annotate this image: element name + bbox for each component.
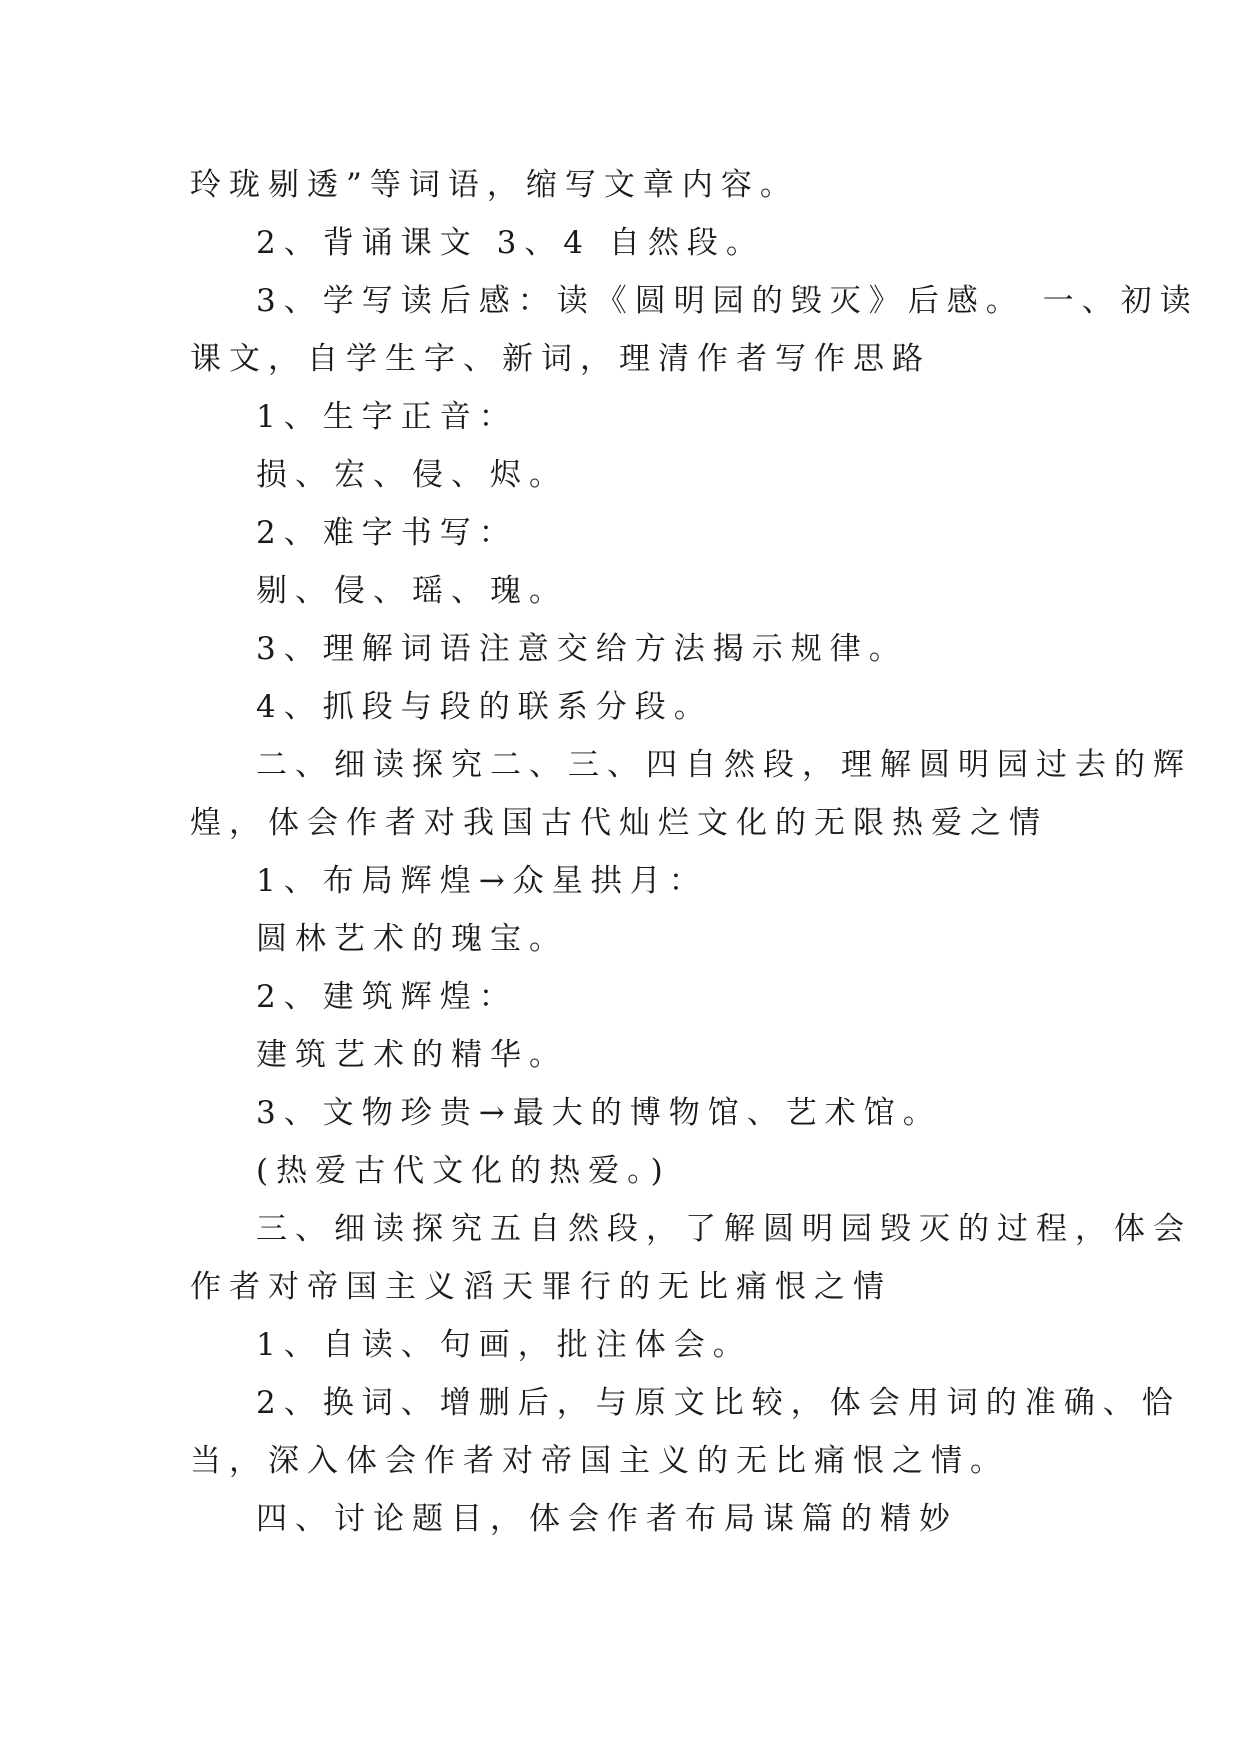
text-line: 1、自读、句画，批注体会。 [256,1327,752,1363]
text-line: 作者对帝国主义滔天罪行的无比痛恨之情 [190,1269,892,1305]
text-line: 建筑艺术的精华。 [256,1037,568,1073]
text-line: 1、布局辉煌→众星拱月： [256,863,708,899]
text-line: (热爱古代文化的热爱。) [256,1153,671,1189]
text-line: 损、宏、侵、烬。 [256,457,568,493]
text-line: 当，深入体会作者对帝国主义的无比痛恨之情。 [190,1443,1009,1479]
text-line: 圆林艺术的瑰宝。 [256,921,568,957]
text-line: 2、背诵课文 3、4 自然段。 [256,225,765,261]
text-line: 2、难字书写： [256,515,518,551]
text-line: 玲珑剔透”等词语，缩写文章内容。 [190,167,799,203]
text-line: 4、抓段与段的联系分段。 [256,689,713,725]
text-line: 三、细读探究五自然段，了解圆明园毁灭的过程，体会 [256,1211,1192,1247]
text-line: 四、讨论题目，体会作者布局谋篇的精妙 [256,1501,958,1537]
text-line: 剔、侵、瑶、瑰。 [256,573,568,609]
text-line: 煌，体会作者对我国古代灿烂文化的无限热爱之情 [190,805,1048,841]
text-line: 课文，自学生字、新词，理清作者写作思路 [190,341,931,377]
text-line: 二、细读探究二、三、四自然段，理解圆明园过去的辉 [256,747,1192,783]
text-line: 2、换词、增删后，与原文比较，体会用词的准确、恰 [256,1385,1181,1421]
text-line: 3、学写读后感：读《圆明园的毁灭》后感。 一、初读 [256,283,1199,319]
text-line: 2、建筑辉煌： [256,979,518,1015]
text-line: 3、文物珍贵→最大的博物馆、艺术馆。 [256,1095,942,1131]
text-line: 3、理解词语注意交给方法揭示规律。 [256,631,908,667]
text-line: 1、生字正音： [256,399,518,435]
